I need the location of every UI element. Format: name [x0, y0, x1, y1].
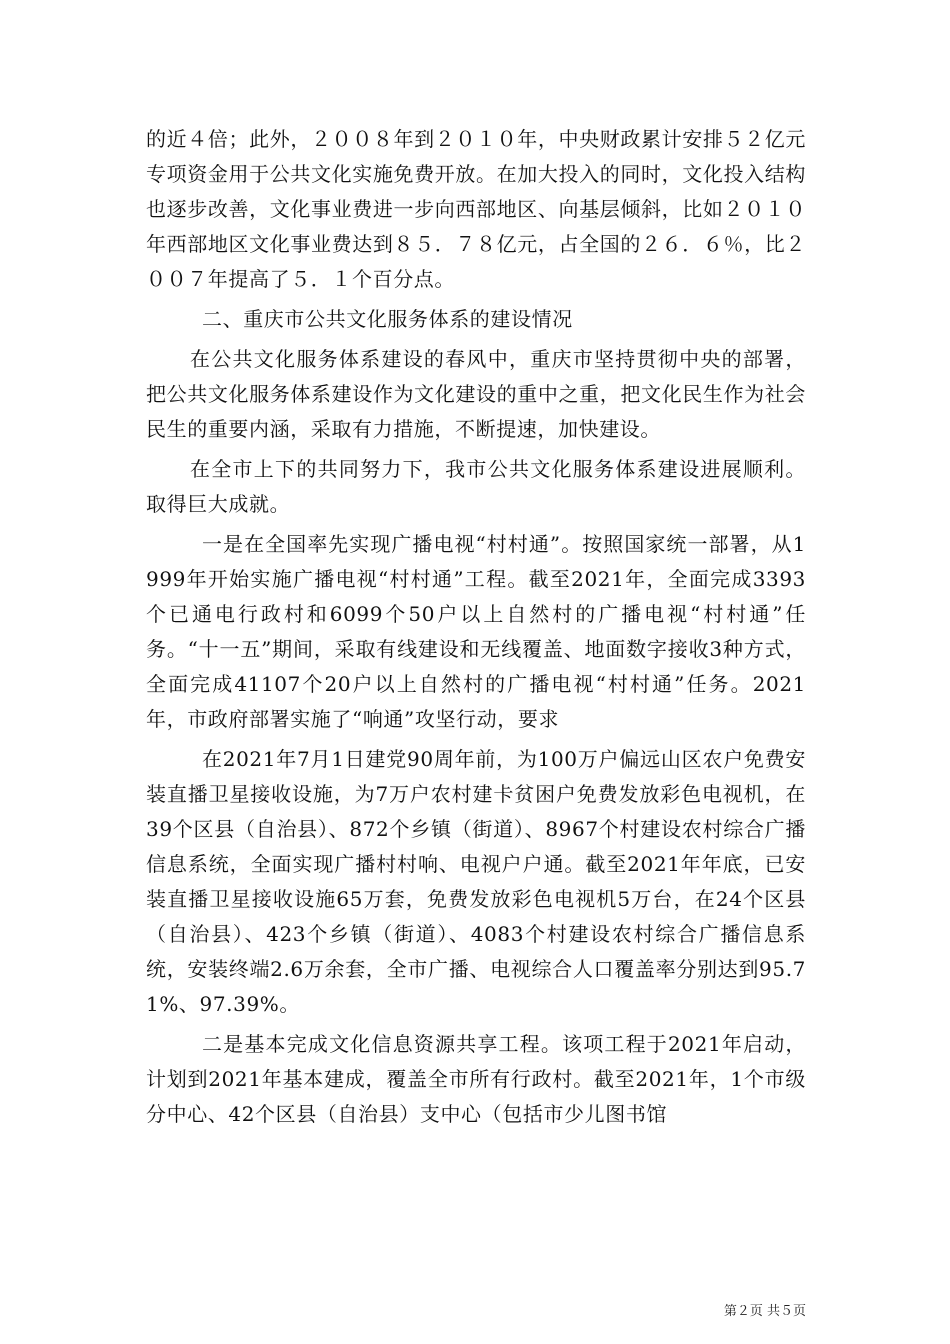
paragraph-5: 一是在全国率先实现广播电视“村村通”。按照国家统一部署，从1999年开始实施广播电视“村村通”工程。截至2021年，全面完成3393个已通电行政村和6099个50户以上自然村的广播电视“村村通”任务。“十一五”期间，采取有线建设和无线覆盖、地面数字接收3种方式，全面完成41107个20户以上自然村的广播电视“村村通”任务。2021年，市政府部署实施了“响通”攻坚行动，要求 [146, 532, 806, 731]
paragraph-1: 的近４倍；此外，２００８年到２０１０年，中央财政累计安排５２亿元专项资金用于公共文化实施免费开放。在加大投入的同时，文化投入结构也逐步改善，文化事业费进一步向西部地区、向基层倾斜，比如２０１０年西部地区文化事业费达到８５．７８亿元，占全国的２６．６％，比２００７年提高了５．１个百分点。 [146, 127, 806, 291]
section-heading: 二、重庆市公共文化服务体系的建设情况 [202, 307, 573, 331]
document-body [146, 122, 806, 1137]
paragraph-7: 二是基本完成文化信息资源共享工程。该项工程于2021年启动，计划到2021年基本建成，覆盖全市所有行政村。截至2021年，1个市级分中心、42个区县（自治县）支中心（包括市少儿图书馆 [146, 1032, 806, 1126]
paragraph-3: 在公共文化服务体系建设的春风中，重庆市坚持贯彻中央的部署，把公共文化服务体系建设作为文化建设的重中之重，把文化民生作为社会民生的重要内涵，采取有力措施，不断提速，加快建设。 [146, 347, 806, 441]
paragraph-4: 在全市上下的共同努力下，我市公共文化服务体系建设进展顺利。取得巨大成就。 [146, 457, 806, 516]
paragraph-6: 在2021年7月1日建党90周年前，为100万户偏远山区农户免费安装直播卫星接收设施，为7万户农村建卡贫困户免费发放彩色电视机，在39个区县（自治县）、872个乡镇（街道）、8967个村建设农村综合广播信息系统，全面实现广播村村响、电视户户通。截至2021年年底，已安装直播卫星接收设施65万套，免费发放彩色电视机5万台，在24个区县（自治县）、423个乡镇（街道）、4083个村建设农村综合广播信息系统，安装终端2.6万余套，全市广播、电视综合人口覆盖率分别达到95.71%、97.39%。 [146, 747, 806, 1016]
page-number: 第２页 共５页 [723, 1304, 806, 1319]
